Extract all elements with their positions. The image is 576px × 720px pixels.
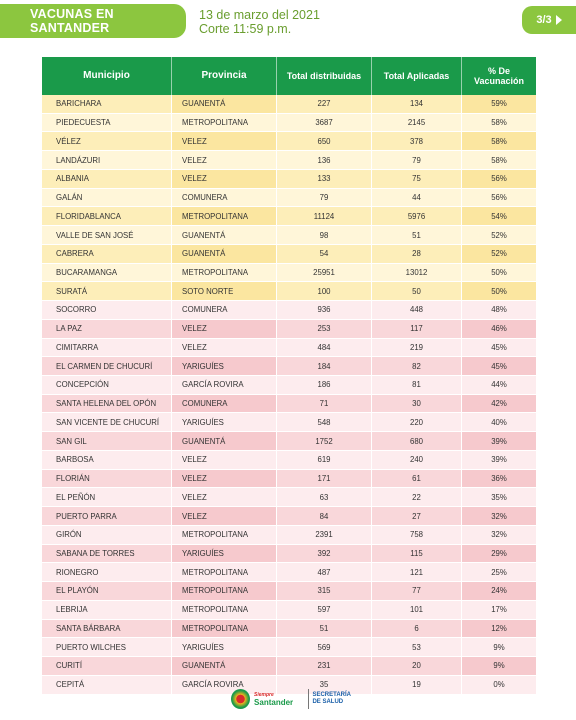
cell-porcentaje: 48% (491, 305, 507, 315)
cell-municipio: SANTA BÁRBARA (42, 620, 172, 638)
table-row (42, 432, 536, 451)
cell-municipio: EL PEÑÓN (42, 488, 172, 506)
cell-distribuidas: 650 (277, 132, 372, 150)
cell-aplicadas: 5976 (372, 207, 462, 225)
cell-municipio: VÉLEZ (42, 132, 172, 150)
table-row (42, 638, 536, 657)
cell-aplicadas: 44 (372, 189, 462, 207)
cell-porcentaje: 32% (462, 507, 536, 525)
cell-porcentaje: 44% (491, 380, 507, 390)
cell-municipio: GALÁN (42, 189, 172, 207)
cell-porcentaje: 29% (462, 545, 536, 563)
cell-distribuidas: 184 (277, 357, 372, 375)
secretaria-logo (312, 692, 351, 706)
cell-aplicadas: 77 (372, 582, 462, 600)
cell-aplicadas: 121 (372, 563, 462, 581)
cell-provincia: YARIGUÍES (172, 545, 277, 563)
cell-distribuidas: 84 (277, 507, 372, 525)
table-row (42, 357, 536, 376)
cell-municipio: SAN GIL (42, 432, 172, 450)
cell-provincia: VELEZ (172, 451, 277, 469)
table-row (42, 95, 536, 114)
table-row (42, 151, 536, 170)
cell-municipio: LA PAZ (42, 320, 172, 338)
cell-municipio: LEBRIJA (42, 601, 172, 619)
cell-aplicadas: 82 (372, 357, 462, 375)
cell-provincia: VELEZ (172, 488, 277, 506)
cell-porcentaje: 25% (491, 567, 507, 577)
cell-provincia: GARCÍA ROVIRA (172, 676, 277, 694)
cell-porcentaje: 35% (491, 492, 507, 502)
table-row (42, 470, 536, 489)
cell-provincia: VELEZ (172, 470, 277, 488)
cell-porcentaje: 32% (491, 530, 507, 540)
cell-provincia: VELEZ (172, 320, 277, 338)
table-row (42, 376, 536, 395)
cell-aplicadas: 61 (372, 470, 462, 488)
cell-distribuidas: 1752 (277, 432, 372, 450)
cell-distribuidas: 51 (277, 620, 372, 638)
cell-municipio: FLORIDABLANCA (42, 207, 172, 225)
cell-distribuidas: 136 (277, 151, 372, 169)
cell-distribuidas: 3687 (277, 114, 372, 132)
cell-porcentaje: 56% (491, 193, 507, 203)
cell-municipio: FLORIÁN (42, 470, 172, 488)
cell-provincia: METROPOLITANA (172, 582, 277, 600)
cell-distribuidas: 569 (277, 638, 372, 656)
cell-porcentaje: 0% (493, 680, 505, 690)
cell-provincia: YARIGUÍES (172, 357, 277, 375)
cell-provincia: VELEZ (172, 507, 277, 525)
cell-provincia: METROPOLITANA (172, 526, 277, 544)
cell-provincia: VELEZ (172, 151, 277, 169)
table-row (42, 132, 536, 151)
cell-municipio: SABANA DE TORRES (42, 545, 172, 563)
cell-aplicadas: 19 (372, 676, 462, 694)
cell-porcentaje: 9% (462, 657, 536, 675)
cell-municipio: ALBANIA (42, 170, 172, 188)
page-title: VACUNAS EN SANTANDER (30, 7, 114, 35)
cell-aplicadas: 134 (372, 95, 462, 113)
cell-provincia: VELEZ (172, 132, 277, 150)
table-row (42, 545, 536, 564)
cell-aplicadas: 115 (372, 545, 462, 563)
cell-provincia: GUANENTÁ (172, 432, 277, 450)
table-row (42, 189, 536, 208)
cell-distribuidas: 392 (277, 545, 372, 563)
cell-provincia: METROPOLITANA (172, 264, 277, 282)
cell-porcentaje: 52% (462, 245, 536, 263)
cell-aplicadas: 51 (372, 226, 462, 244)
footer-logos (231, 685, 351, 713)
cell-aplicadas: 2145 (372, 114, 462, 132)
cell-municipio: CEPITÁ (42, 676, 172, 694)
cell-porcentaje: 12% (462, 620, 536, 638)
cell-municipio: EL CARMEN DE CHUCURÍ (42, 357, 172, 375)
cell-porcentaje: 45% (462, 357, 536, 375)
table-row (42, 282, 536, 301)
cell-distribuidas: 597 (277, 601, 372, 619)
cell-aplicadas: 79 (372, 151, 462, 169)
table-row (42, 526, 536, 545)
cell-distribuidas: 63 (277, 488, 372, 506)
cell-aplicadas: 378 (372, 132, 462, 150)
cell-porcentaje: 24% (462, 582, 536, 600)
cell-municipio: EL PLAYÓN (42, 582, 172, 600)
date-block (199, 8, 320, 36)
cell-municipio: CURITÍ (42, 657, 172, 675)
header-provincia: Provincia (172, 57, 277, 95)
cell-distribuidas: 11124 (277, 207, 372, 225)
table-row (42, 620, 536, 639)
cell-porcentaje: 36% (462, 470, 536, 488)
cell-municipio: PIEDECUESTA (42, 114, 172, 132)
page-number: 3/3 (536, 14, 552, 26)
cell-aplicadas: 758 (372, 526, 462, 544)
cell-provincia: GUANENTÁ (172, 657, 277, 675)
cell-distribuidas: 35 (277, 676, 372, 694)
cell-porcentaje: 39% (462, 432, 536, 450)
table-header (42, 57, 536, 95)
cell-aplicadas: 53 (372, 638, 462, 656)
table-row (42, 245, 536, 264)
cell-aplicadas: 28 (372, 245, 462, 263)
cell-municipio: PUERTO PARRA (42, 507, 172, 525)
cell-porcentaje: 56% (462, 170, 536, 188)
table-row (42, 207, 536, 226)
cell-aplicadas: 448 (372, 301, 462, 319)
cell-aplicadas: 680 (372, 432, 462, 450)
cell-distribuidas: 100 (277, 282, 372, 300)
table-row (42, 601, 536, 620)
cell-municipio: BUCARAMANGA (42, 264, 172, 282)
header-municipio: Municipio (42, 57, 172, 95)
table-row (42, 170, 536, 189)
date-line: 13 de marzo del 2021 (199, 8, 320, 22)
cell-municipio: SANTA HELENA DEL OPÓN (42, 395, 172, 413)
cell-municipio: SURATÁ (42, 282, 172, 300)
cell-provincia: SOTO NORTE (172, 282, 277, 300)
cell-distribuidas: 253 (277, 320, 372, 338)
vaccination-table (42, 57, 536, 690)
secretaria-line2: DE SALUD (312, 699, 344, 705)
cell-distribuidas: 548 (277, 413, 372, 431)
table-row (42, 339, 536, 358)
cell-distribuidas: 315 (277, 582, 372, 600)
table-row (42, 582, 536, 601)
table-row (42, 451, 536, 470)
cell-municipio: CONCEPCIÓN (42, 376, 172, 394)
cell-provincia: COMUNERA (172, 301, 277, 319)
cell-municipio: CIMITARRA (42, 339, 172, 357)
cell-aplicadas: 30 (372, 395, 462, 413)
cell-distribuidas: 227 (277, 95, 372, 113)
cell-aplicadas: 6 (372, 620, 462, 638)
cell-distribuidas: 936 (277, 301, 372, 319)
brand-top: Siempre (254, 692, 274, 698)
table-row (42, 657, 536, 676)
cell-aplicadas: 101 (372, 601, 462, 619)
cell-municipio: CABRERA (42, 245, 172, 263)
header-distribuidas: Total distribuidas (277, 57, 372, 95)
cell-porcentaje: 39% (491, 455, 507, 465)
cell-municipio: LANDÁZURI (42, 151, 172, 169)
cell-provincia: YARIGUÍES (172, 638, 277, 656)
cell-provincia: METROPOLITANA (172, 601, 277, 619)
table-row (42, 413, 536, 432)
cell-municipio: GIRÓN (42, 526, 172, 544)
cell-porcentaje: 58% (491, 155, 507, 165)
table-row (42, 301, 536, 320)
cell-porcentaje: 54% (462, 207, 536, 225)
cell-distribuidas: 186 (277, 376, 372, 394)
cell-porcentaje: 58% (491, 118, 507, 128)
table-body (42, 95, 536, 695)
cell-municipio: BARICHARA (42, 95, 172, 113)
cell-provincia: VELEZ (172, 170, 277, 188)
cell-provincia: VELEZ (172, 339, 277, 357)
cell-provincia: METROPOLITANA (172, 563, 277, 581)
cell-porcentaje: 59% (462, 95, 536, 113)
cell-provincia: METROPOLITANA (172, 207, 277, 225)
cell-aplicadas: 13012 (372, 264, 462, 282)
cell-municipio: SAN VICENTE DE CHUCURÍ (42, 413, 172, 431)
table-row (42, 395, 536, 414)
cell-porcentaje: 42% (462, 395, 536, 413)
cell-porcentaje: 52% (491, 230, 507, 240)
cell-distribuidas: 54 (277, 245, 372, 263)
cell-porcentaje: 9% (493, 642, 505, 652)
brand-main: Santander (254, 698, 294, 707)
cell-municipio: PUERTO WILCHES (42, 638, 172, 656)
cell-aplicadas: 117 (372, 320, 462, 338)
cell-distribuidas: 484 (277, 339, 372, 357)
header-porcentaje: % De Vacunación (473, 66, 525, 86)
cell-provincia: METROPOLITANA (172, 620, 277, 638)
cell-distribuidas: 98 (277, 226, 372, 244)
cell-aplicadas: 81 (372, 376, 462, 394)
table-row (42, 320, 536, 339)
title-banner (0, 4, 186, 38)
cell-porcentaje: 40% (491, 417, 507, 427)
cell-provincia: COMUNERA (172, 189, 277, 207)
cell-municipio: VALLE DE SAN JOSÉ (42, 226, 172, 244)
cell-municipio: BARBOSA (42, 451, 172, 469)
cell-aplicadas: 22 (372, 488, 462, 506)
cell-porcentaje: 50% (491, 267, 507, 277)
cell-municipio: RIONEGRO (42, 563, 172, 581)
cell-provincia: YARIGUÍES (172, 413, 277, 431)
table-row (42, 114, 536, 133)
table-row (42, 507, 536, 526)
table-row (42, 226, 536, 245)
page-indicator[interactable] (522, 6, 576, 34)
cell-porcentaje: 45% (491, 342, 507, 352)
cell-municipio: SOCORRO (42, 301, 172, 319)
table-row (42, 563, 536, 582)
cell-aplicadas: 75 (372, 170, 462, 188)
table-row (42, 264, 536, 283)
cell-provincia: GUANENTÁ (172, 245, 277, 263)
cell-aplicadas: 220 (372, 413, 462, 431)
cell-distribuidas: 231 (277, 657, 372, 675)
header-aplicadas: Total Aplicadas (372, 57, 462, 95)
cell-distribuidas: 619 (277, 451, 372, 469)
cell-distribuidas: 171 (277, 470, 372, 488)
cell-porcentaje: 50% (462, 282, 536, 300)
table-row (42, 488, 536, 507)
cell-provincia: GUANENTÁ (172, 95, 277, 113)
cell-porcentaje: 17% (491, 605, 507, 615)
cell-provincia: GARCÍA ROVIRA (172, 376, 277, 394)
cell-aplicadas: 27 (372, 507, 462, 525)
cell-distribuidas: 133 (277, 170, 372, 188)
cell-aplicadas: 219 (372, 339, 462, 357)
cell-provincia: METROPOLITANA (172, 114, 277, 132)
cell-aplicadas: 50 (372, 282, 462, 300)
cell-aplicadas: 20 (372, 657, 462, 675)
department-seal-icon (231, 689, 250, 709)
cell-distribuidas: 79 (277, 189, 372, 207)
cell-distribuidas: 25951 (277, 264, 372, 282)
cell-porcentaje: 58% (462, 132, 536, 150)
logo-divider (308, 689, 309, 709)
cell-distribuidas: 2391 (277, 526, 372, 544)
cell-distribuidas: 487 (277, 563, 372, 581)
cell-provincia: COMUNERA (172, 395, 277, 413)
cell-provincia: GUANENTÁ (172, 226, 277, 244)
cut-line: Corte 11:59 p.m. (199, 22, 292, 36)
secretaria-line1: SECRETARÍA (312, 692, 352, 698)
cell-aplicadas: 240 (372, 451, 462, 469)
cell-porcentaje: 46% (462, 320, 536, 338)
santander-logo (254, 688, 303, 710)
cell-distribuidas: 71 (277, 395, 372, 413)
next-arrow-icon[interactable] (556, 15, 562, 25)
